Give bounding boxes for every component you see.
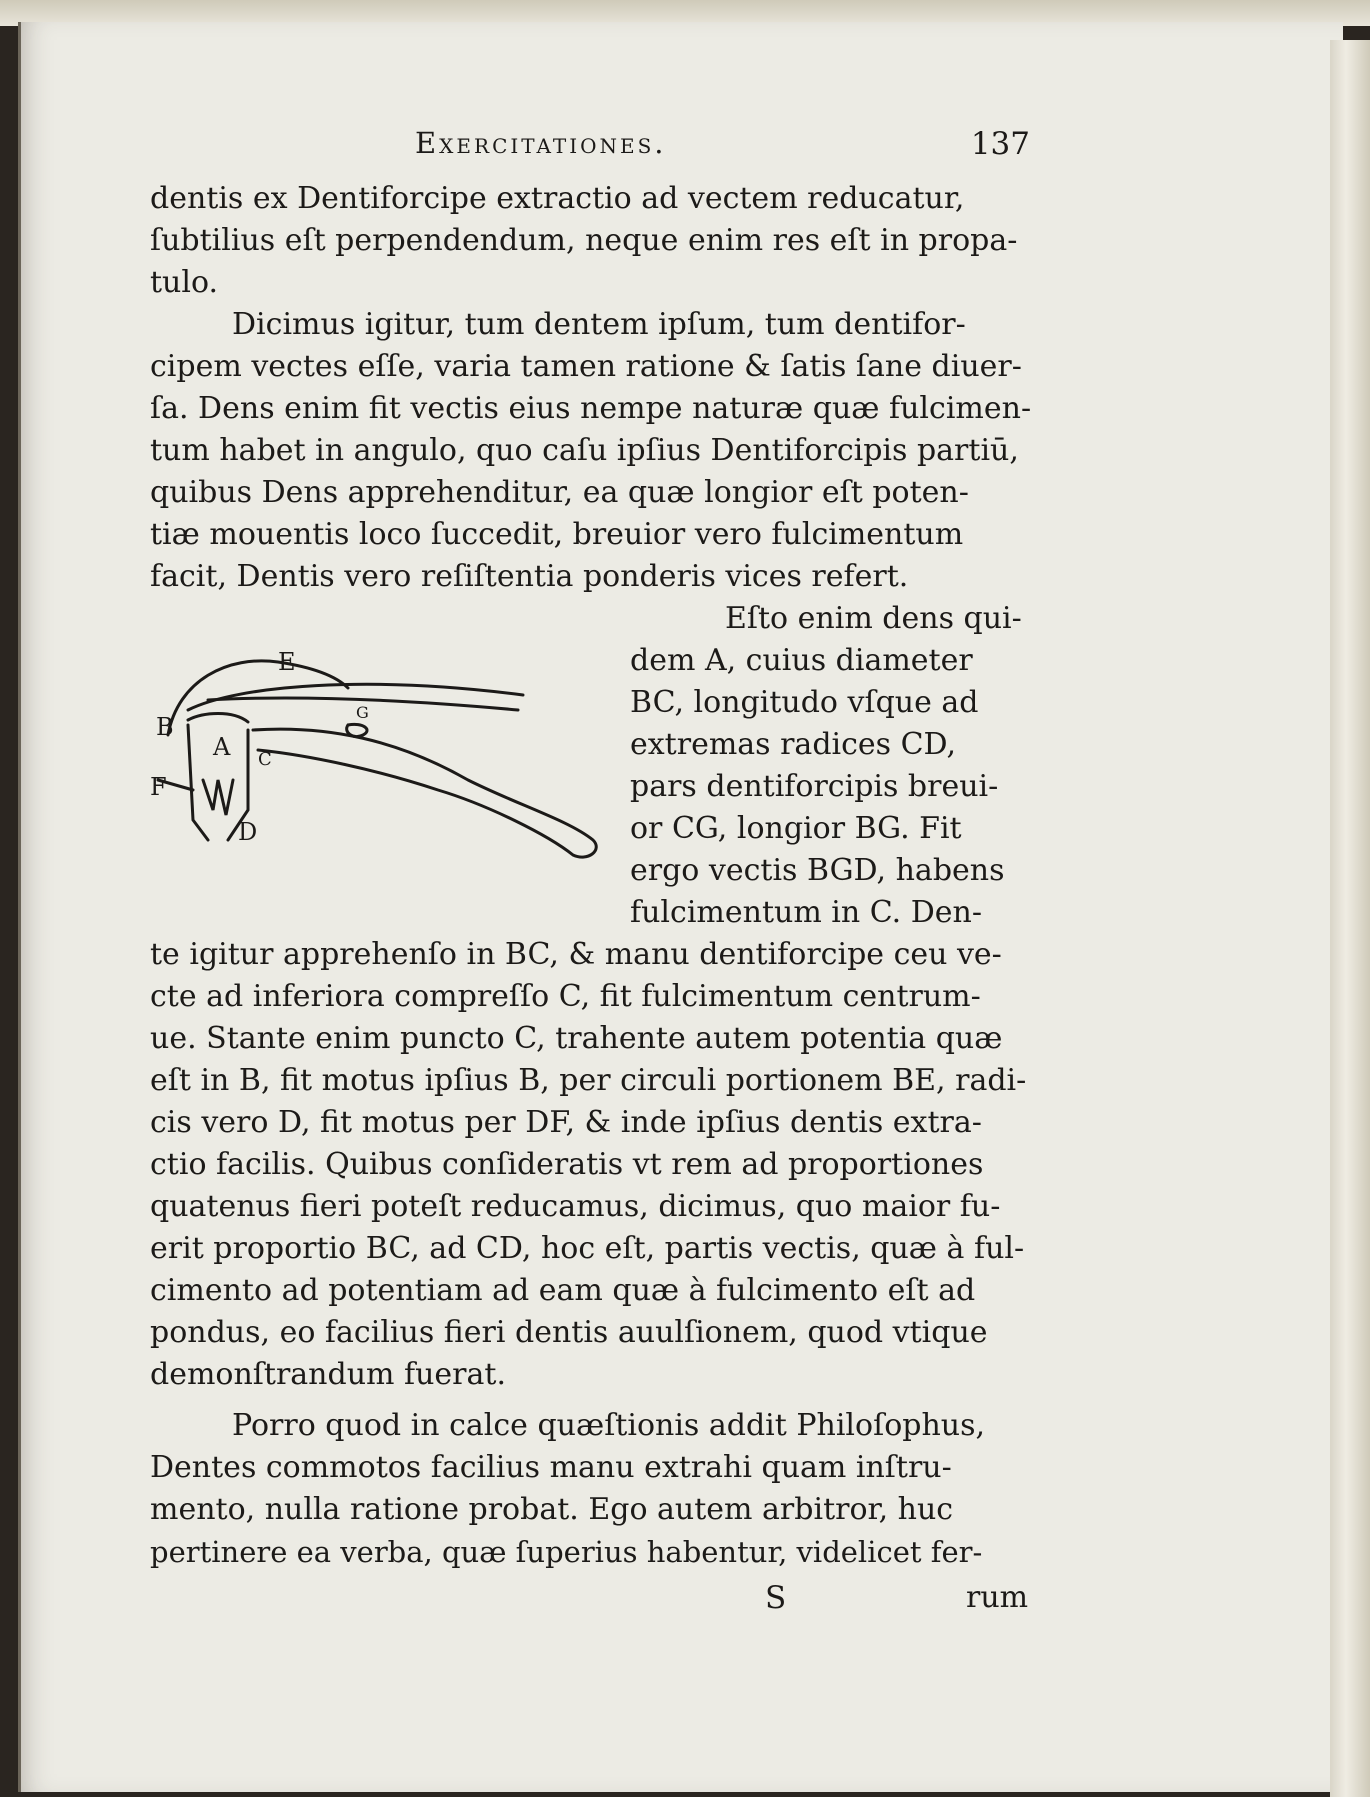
text-line: or CG, longior BG. Fit xyxy=(630,811,962,846)
text-line: BC, longitudo vſque ad xyxy=(630,685,979,720)
label-f: F xyxy=(150,773,167,801)
text-line: pondus, eo facilius fieri dentis auulſionem, quod vtique xyxy=(150,1315,988,1350)
label-e: E xyxy=(278,648,296,676)
dental-forceps-figure xyxy=(148,640,618,860)
text-line: ergo vectis BGD, habens xyxy=(630,853,1005,888)
page-header xyxy=(150,126,1030,170)
text-line: erit proportio BC, ad CD, hoc eſt, partis vectis, quæ à ful- xyxy=(150,1231,1025,1266)
tooth-crown xyxy=(188,714,248,723)
text-line: cipem vectes eſſe, varia tamen ratione & ſatis ſane diuer- xyxy=(150,349,1022,384)
text-line: tum habet in angulo, quo caſu ipſius Dentiforcipis partiū, xyxy=(150,433,1019,468)
text-line: Dentes commotos facilius manu extrahi quam inſtru- xyxy=(150,1450,952,1485)
text-line: te igitur apprehenſo in BC, & manu dentiforcipe ceu ve- xyxy=(150,937,1002,972)
page-number: 137 xyxy=(970,126,1030,162)
text-line: eſt in B, fit motus ipſius B, per circuli portionem BE, radi- xyxy=(150,1063,1027,1098)
text-line: pertinere ea verba, quæ ſuperius habentur, videlicet fer- xyxy=(150,1535,983,1569)
text-line: extremas radices CD, xyxy=(630,727,957,762)
text-line: cis vero D, fit motus per DF, & inde ipſius dentis extra- xyxy=(150,1105,982,1140)
text-line: mento, nulla ratione probat. Ego autem arbitror, huc xyxy=(150,1492,954,1527)
text-line: dem A, cuius diameter xyxy=(630,643,973,678)
running-title: Exercitationes. xyxy=(415,126,667,160)
label-b: B xyxy=(156,713,174,741)
label-g: G xyxy=(356,703,369,722)
text-line: ſubtilius eſt perpendendum, neque enim res eſt in propa- xyxy=(150,223,1018,258)
text-line: tulo. xyxy=(150,265,219,300)
text-line: ue. Stante enim puncto C, trahente autem potentia quæ xyxy=(150,1021,1003,1056)
text-line: cimento ad potentiam ad eam quæ à fulcimento eſt ad xyxy=(150,1273,976,1308)
signature-mark: S xyxy=(765,1580,787,1616)
text-line: Dicimus igitur, tum dentem ipſum, tum dentifor- xyxy=(232,307,966,342)
text-line: Eſto enim dens qui- xyxy=(725,601,1022,636)
text-line: pars dentiforcipis breui- xyxy=(630,769,999,804)
label-c: C xyxy=(258,749,272,770)
tooth-roots xyxy=(203,780,233,815)
text-line: quibus Dens apprehenditur, ea quæ longior eſt poten- xyxy=(150,475,969,510)
forceps-hinge xyxy=(347,724,367,736)
label-d: D xyxy=(238,818,258,846)
page-fore-edge xyxy=(1330,40,1370,1797)
label-a: A xyxy=(213,733,231,761)
text-line: quatenus fieri poteſt reducamus, dicimus, quo maior fu- xyxy=(150,1189,1001,1224)
text-line: Porro quod in calce quæſtionis addit Philoſophus, xyxy=(232,1408,986,1443)
text-line: tiæ mouentis loco ſuccedit, breuior vero fulcimentum xyxy=(150,517,964,552)
catchword: rum xyxy=(966,1580,1029,1615)
text-line: demonſtrandum fuerat. xyxy=(150,1357,507,1392)
text-line: fulcimentum in C. Den- xyxy=(630,895,982,930)
text-line: ſa. Dens enim fit vectis eius nempe naturæ quæ fulcimen- xyxy=(150,391,1032,426)
text-line: facit, Dentis vero reſiſtentia ponderis vices refert. xyxy=(150,559,909,594)
forceps-lower-arm xyxy=(253,729,596,857)
text-line: ctio facilis. Quibus conſideratis vt rem ad proportiones xyxy=(150,1147,984,1182)
text-line: cte ad inferiora compreſſo C, fit fulcimentum centrum- xyxy=(150,979,981,1014)
text-line: dentis ex Dentiforcipe extractio ad vectem reducatur, xyxy=(150,181,965,216)
